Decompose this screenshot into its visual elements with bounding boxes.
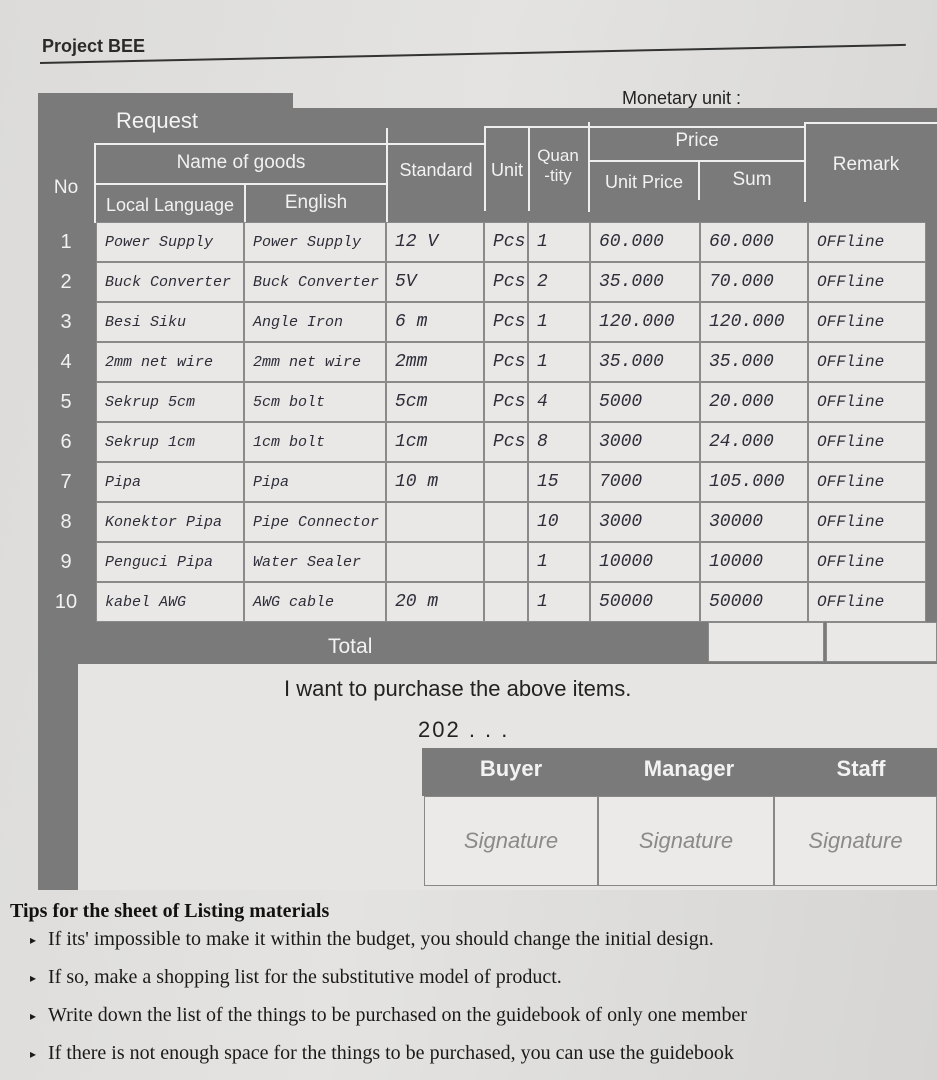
remark-cell[interactable]: OFFline <box>808 462 926 502</box>
role-staff: Staff <box>836 756 886 781</box>
header-line <box>804 122 806 202</box>
english-name-cell[interactable]: Pipa <box>244 462 386 502</box>
header-line <box>528 126 530 211</box>
remark-cell[interactable]: OFFline <box>808 222 926 262</box>
header-no: No <box>53 177 79 198</box>
header-sum: Sum <box>732 169 772 190</box>
english-name-cell[interactable]: Buck Converter <box>244 262 386 302</box>
remark-cell[interactable]: OFFline <box>808 382 926 422</box>
total-remark-cell <box>826 622 937 662</box>
row-number: 4 <box>60 350 72 373</box>
header-line <box>244 183 246 223</box>
header-price: Price <box>675 130 719 151</box>
english-name-cell[interactable]: Pipe Connector <box>244 502 386 542</box>
standard-cell[interactable]: 1cm <box>386 422 484 462</box>
remark-cell[interactable]: OFFline <box>808 582 926 622</box>
standard-cell[interactable] <box>386 542 484 582</box>
total-label: Total <box>328 635 373 658</box>
quantity-cell[interactable]: 1 <box>528 222 590 262</box>
header-local-language: Local Language <box>105 194 235 215</box>
quantity-cell[interactable]: 2 <box>528 262 590 302</box>
sum-cell[interactable]: 10000 <box>700 542 808 582</box>
sum-cell[interactable]: 20.000 <box>700 382 808 422</box>
header-name-of-goods: Name of goods <box>176 152 306 173</box>
manager-signature-field[interactable]: Signature <box>598 796 774 886</box>
sum-cell[interactable]: 30000 <box>700 502 808 542</box>
quantity-cell[interactable]: 1 <box>528 542 590 582</box>
unit-cell[interactable] <box>484 582 528 622</box>
sum-cell[interactable]: 24.000 <box>700 422 808 462</box>
header-line <box>96 143 484 145</box>
tip-item: ▸ If its' impossible to make it within the budget, you should change the initial design. <box>30 928 714 950</box>
unit-cell[interactable]: Pcs <box>484 222 528 262</box>
request-label: Request <box>116 108 198 133</box>
remark-cell[interactable]: OFFline <box>808 342 926 382</box>
header-remark: Remark <box>832 154 900 175</box>
role-manager: Manager <box>643 756 735 781</box>
local-language-cell[interactable]: Penguci Pipa <box>96 542 244 582</box>
english-name-cell[interactable]: 1cm bolt <box>244 422 386 462</box>
standard-cell[interactable]: 5cm <box>386 382 484 422</box>
header-quantity: Quan -tity <box>537 146 579 185</box>
row-number: 5 <box>60 390 72 413</box>
sum-cell[interactable]: 35.000 <box>700 342 808 382</box>
sum-cell[interactable]: 60.000 <box>700 222 808 262</box>
unit-price-cell[interactable]: 10000 <box>590 542 700 582</box>
standard-cell[interactable] <box>386 502 484 542</box>
english-name-cell[interactable]: 5cm bolt <box>244 382 386 422</box>
unit-cell[interactable]: Pcs <box>484 342 528 382</box>
header-line <box>96 183 386 185</box>
english-name-cell[interactable]: Power Supply <box>244 222 386 262</box>
tip-item: ▸ Write down the list of the things to be purchased on the guidebook of only one member <box>30 1004 748 1026</box>
unit-price-cell[interactable]: 5000 <box>590 382 700 422</box>
remark-cell[interactable]: OFFline <box>808 302 926 342</box>
remark-cell[interactable]: OFFline <box>808 262 926 302</box>
sum-cell[interactable]: 70.000 <box>700 262 808 302</box>
unit-cell[interactable]: Pcs <box>484 422 528 462</box>
header-standard: Standard <box>399 159 473 180</box>
unit-price-cell[interactable]: 3000 <box>590 422 700 462</box>
local-language-cell[interactable]: 2mm net wire <box>96 342 244 382</box>
row-number: 1 <box>60 230 72 253</box>
sum-cell[interactable]: 50000 <box>700 582 808 622</box>
unit-price-cell[interactable]: 3000 <box>590 502 700 542</box>
english-name-cell[interactable]: Angle Iron <box>244 302 386 342</box>
tips-title: Tips for the sheet of Listing materials <box>10 900 330 922</box>
standard-cell[interactable]: 5V <box>386 262 484 302</box>
quantity-cell[interactable]: 10 <box>528 502 590 542</box>
row-number: 2 <box>60 270 72 293</box>
tip-item: ▸ If so, make a shopping list for the substitutive model of product. <box>30 966 562 988</box>
header-line <box>386 128 388 223</box>
header-unit-price: Unit Price <box>604 171 684 192</box>
english-name-cell[interactable]: AWG cable <box>244 582 386 622</box>
quantity-cell[interactable]: 1 <box>528 342 590 382</box>
english-name-cell[interactable]: 2mm net wire <box>244 342 386 382</box>
standard-cell[interactable]: 10 m <box>386 462 484 502</box>
header-line <box>94 143 96 223</box>
tip-text: Write down the list of the things to be purchased on the guidebook of only one member <box>48 1004 748 1026</box>
total-sum-cell <box>708 622 824 662</box>
row-number: 9 <box>60 550 72 573</box>
sum-cell[interactable]: 120.000 <box>700 302 808 342</box>
unit-cell[interactable]: Pcs <box>484 302 528 342</box>
standard-cell[interactable]: 20 m <box>386 582 484 622</box>
tip-text: If its' impossible to make it within the budget, you should change the initial design. <box>48 928 714 950</box>
standard-cell[interactable]: 12 V <box>386 222 484 262</box>
unit-price-cell[interactable]: 35.000 <box>590 342 700 382</box>
header-divider <box>40 44 906 64</box>
local-language-cell[interactable]: Konektor Pipa <box>96 502 244 542</box>
quantity-cell[interactable]: 15 <box>528 462 590 502</box>
header-line <box>484 126 486 211</box>
remark-cell[interactable]: OFFline <box>808 422 926 462</box>
quantity-cell[interactable]: 8 <box>528 422 590 462</box>
unit-price-cell[interactable]: 60.000 <box>590 222 700 262</box>
standard-cell[interactable]: 6 m <box>386 302 484 342</box>
unit-cell[interactable] <box>484 542 528 582</box>
unit-price-cell[interactable]: 7000 <box>590 462 700 502</box>
header-english: English <box>284 192 348 213</box>
unit-cell[interactable]: Pcs <box>484 262 528 302</box>
english-name-cell[interactable]: Water Sealer <box>244 542 386 582</box>
quantity-cell[interactable]: 1 <box>528 302 590 342</box>
unit-price-cell[interactable]: 120.000 <box>590 302 700 342</box>
unit-cell[interactable] <box>484 462 528 502</box>
remark-cell[interactable]: OFFline <box>808 502 926 542</box>
row-number: 6 <box>60 430 72 453</box>
header-unit: Unit <box>490 159 523 180</box>
unit-cell[interactable] <box>484 502 528 542</box>
quantity-cell[interactable]: 4 <box>528 382 590 422</box>
local-language-cell[interactable]: Sekrup 5cm <box>96 382 244 422</box>
role-buyer: Buyer <box>479 756 543 781</box>
local-language-cell[interactable]: Sekrup 1cm <box>96 422 244 462</box>
remark-cell[interactable]: OFFline <box>808 542 926 582</box>
purchase-statement: I want to purchase the above items. <box>284 676 632 701</box>
monetary-unit-label: Monetary unit : <box>622 88 742 108</box>
unit-cell[interactable]: Pcs <box>484 382 528 422</box>
row-number: 7 <box>60 470 72 493</box>
local-language-cell[interactable]: Power Supply <box>96 222 244 262</box>
header-line <box>590 160 804 162</box>
header-line <box>484 126 804 128</box>
header-line <box>698 160 700 200</box>
tip-item: ▸ If there is not enough space for the things to be purchased, you can use the guidebook <box>30 1042 734 1064</box>
row-number: 10 <box>54 590 78 613</box>
tip-text: If so, make a shopping list for the substitutive model of product. <box>48 966 562 988</box>
staff-signature-field[interactable]: Signature <box>774 796 937 886</box>
purchase-date: 202 . . . <box>418 717 510 742</box>
sum-cell[interactable]: 105.000 <box>700 462 808 502</box>
local-language-cell[interactable]: kabel AWG <box>96 582 244 622</box>
quantity-cell[interactable]: 1 <box>528 582 590 622</box>
local-language-cell[interactable]: Buck Converter <box>96 262 244 302</box>
header-line <box>588 122 590 212</box>
local-language-cell[interactable]: Besi Siku <box>96 302 244 342</box>
unit-price-cell[interactable]: 35.000 <box>590 262 700 302</box>
tip-text: If there is not enough space for the things to be purchased, you can use the guidebook <box>48 1042 734 1064</box>
unit-price-cell[interactable]: 50000 <box>590 582 700 622</box>
standard-cell[interactable]: 2mm <box>386 342 484 382</box>
header-line <box>804 122 937 124</box>
row-number: 8 <box>60 510 72 533</box>
buyer-signature-field[interactable]: Signature <box>424 796 598 886</box>
project-title: Project BEE <box>42 36 146 56</box>
local-language-cell[interactable]: Pipa <box>96 462 244 502</box>
row-number: 3 <box>60 310 72 333</box>
